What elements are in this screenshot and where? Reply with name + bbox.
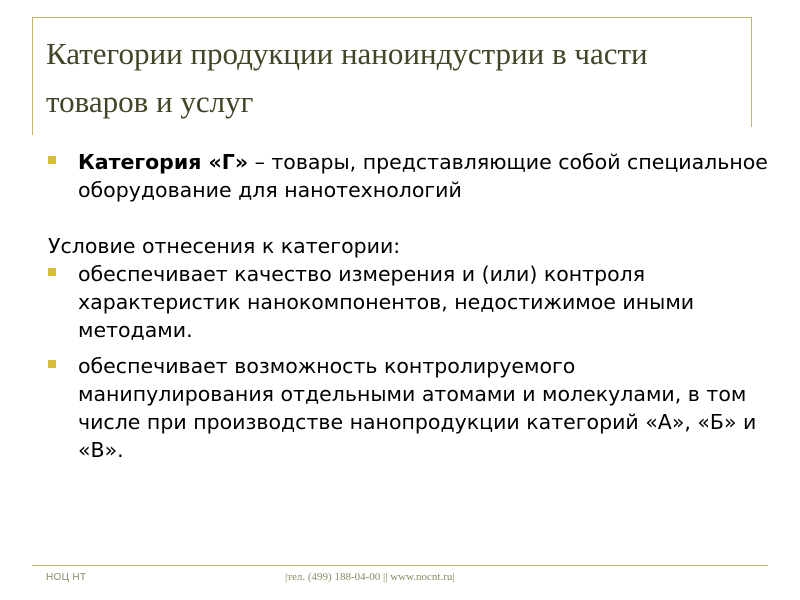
category-label: Категория «Г» xyxy=(78,150,249,174)
bullet-item-condition-2 xyxy=(48,352,768,464)
condition-heading: Условие отнесения к категории: xyxy=(48,234,401,258)
category-description: – товары, представляющие собой специальное оборудование для нанотехнологий xyxy=(78,150,768,202)
footer-contacts: |тел. (499) 188-04-00 || www.nocnt.ru| xyxy=(285,571,455,583)
bullet-item-condition-1 xyxy=(48,260,768,344)
condition-text-2: обеспечивает возможность контролируемого манипулирования отдельными атомами и молекулами, в том числе при производстве нанопродукции категорий «А», «Б» и «В». xyxy=(78,354,757,462)
spacer xyxy=(48,204,768,232)
bullet-item-category xyxy=(48,148,768,204)
slide-title: Категории продукции наноиндустрии в части товаров и услуг xyxy=(46,36,648,119)
slide-content xyxy=(48,148,768,464)
bullet-square-icon xyxy=(48,268,56,276)
footer-divider xyxy=(32,565,768,566)
footer-organization: НОЦ НТ xyxy=(46,572,87,583)
bullet-square-icon xyxy=(48,156,56,164)
bullet-square-icon xyxy=(48,360,56,368)
condition-text-1: обеспечивает качество измерения и (или) контроля характеристик нанокомпонентов, недостижимое иными методами. xyxy=(78,262,695,342)
